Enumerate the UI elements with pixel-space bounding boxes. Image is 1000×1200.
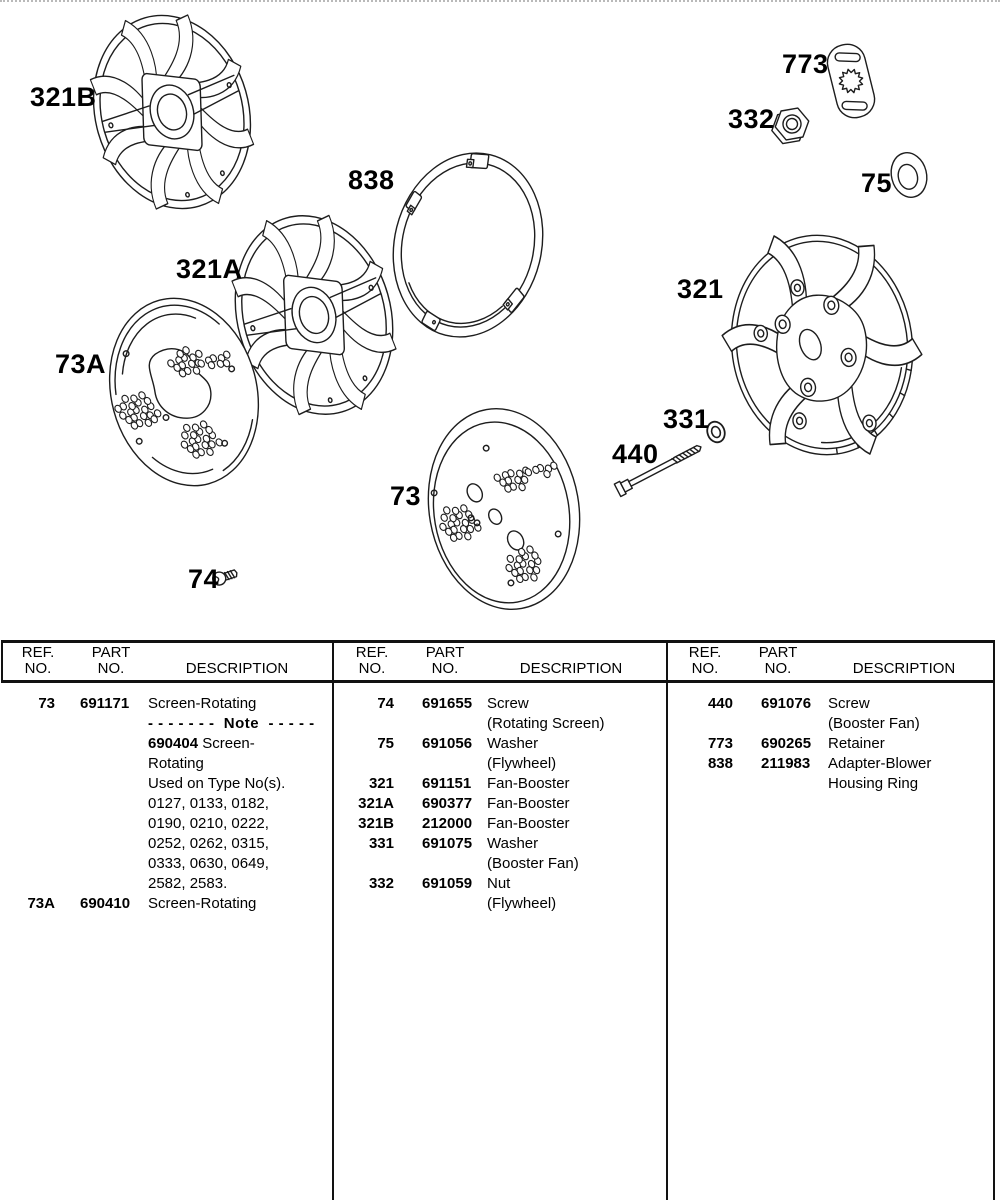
table-row <box>0 774 330 794</box>
table-row <box>0 814 330 834</box>
description-cell: Screw <box>828 695 870 712</box>
part-no-header: PART NO. <box>91 644 131 677</box>
description-cell: Fan-Booster <box>487 775 570 792</box>
description-cell: Screw <box>487 695 529 712</box>
nut-332-drawing <box>769 107 812 146</box>
part-label-440: 440 <box>612 439 659 469</box>
part-no-header: PART NO. <box>758 644 798 677</box>
part-label-838: 838 <box>348 165 395 195</box>
description-cell: (Flywheel) <box>487 895 557 912</box>
part-no-cell: 690410 <box>80 895 131 912</box>
ref-no-cell: 773 <box>707 735 733 752</box>
ref-no-cell: 332 <box>368 875 394 892</box>
description-cell: Adapter-Blower <box>828 755 932 772</box>
table-row <box>667 754 997 774</box>
table-row <box>667 714 997 734</box>
ref-no-cell: 440 <box>707 695 733 712</box>
ref-no-cell: 321 <box>368 775 394 792</box>
table-row <box>0 754 330 774</box>
description-cell: Nut <box>487 875 511 892</box>
page-divider <box>0 0 1000 2</box>
part-label-73a: 73A <box>55 349 107 379</box>
table-row <box>335 834 665 854</box>
description-cell: Washer <box>487 835 539 852</box>
part-no-cell: 691171 <box>80 695 130 712</box>
table-row <box>335 734 665 754</box>
table-header-col3 <box>667 645 1000 681</box>
table-row <box>335 894 665 914</box>
table-row <box>0 794 330 814</box>
part-label-75: 75 <box>861 168 893 198</box>
part-no-cell: 211983 <box>761 755 811 772</box>
description-cell: 0127, 0133, 0182, <box>148 795 269 812</box>
description-cell: (Flywheel) <box>487 755 557 772</box>
table-row <box>0 854 330 874</box>
description-header: DESCRIPTION <box>852 660 956 677</box>
description-cell: (Rotating Screen) <box>487 715 605 732</box>
description-cell: 0333, 0630, 0649, <box>148 855 269 872</box>
table-row <box>335 874 665 894</box>
part-no-cell: 690377 <box>422 795 473 812</box>
table-row <box>335 814 665 834</box>
part-label-74: 74 <box>188 564 220 594</box>
description-cell: Fan-Booster <box>487 795 570 812</box>
table-column-2 <box>335 694 665 914</box>
table-column-3 <box>667 694 997 794</box>
description-cell: Screen-Rotating <box>148 895 257 912</box>
part-no-cell: 691059 <box>422 875 473 892</box>
description-cell: Used on Type No(s). <box>148 775 286 792</box>
ref-no-header: REF. NO. <box>688 644 722 677</box>
ref-no-cell: 74 <box>377 695 394 712</box>
table-row <box>0 894 330 914</box>
ref-no-cell: 73A <box>27 895 55 912</box>
part-label-321: 321 <box>677 274 724 304</box>
part-no-cell: 691655 <box>422 695 473 712</box>
table-row <box>335 774 665 794</box>
description-cell: Rotating <box>148 755 204 772</box>
description-cell: Washer <box>487 735 539 752</box>
part-label-73: 73 <box>390 481 422 511</box>
fan-321b-drawing <box>68 0 276 231</box>
description-cell: (Booster Fan) <box>487 855 579 872</box>
description-cell: Screen-Rotating <box>148 695 257 712</box>
ref-no-cell: 321B <box>358 815 394 832</box>
ref-no-cell: 73 <box>38 695 55 712</box>
screen-73-drawing <box>413 397 595 622</box>
part-no-cell: 691076 <box>761 695 812 712</box>
part-label-321a: 321A <box>176 254 243 284</box>
description-cell: 0190, 0210, 0222, <box>148 815 269 832</box>
table-header-col2 <box>334 645 667 681</box>
table-row <box>335 794 665 814</box>
ref-no-cell: 321A <box>358 795 394 812</box>
part-no-cell: 212000 <box>422 815 473 832</box>
fan-321-drawing <box>709 217 935 472</box>
table-row <box>335 854 665 874</box>
description-cell: 690404 Screen- <box>148 735 255 752</box>
table-header-col1 <box>0 645 333 681</box>
description-cell: 0252, 0262, 0315, <box>148 835 269 852</box>
part-label-332: 332 <box>728 104 775 134</box>
adapter-ring-838-drawing <box>374 137 562 353</box>
part-no-cell: 690265 <box>761 735 812 752</box>
part-no-cell: 691056 <box>422 735 473 752</box>
table-row <box>335 714 665 734</box>
description-header: DESCRIPTION <box>519 660 623 677</box>
description-header: DESCRIPTION <box>185 660 289 677</box>
table-row <box>0 874 330 894</box>
part-no-cell: 691151 <box>422 775 472 792</box>
description-cell: Housing Ring <box>828 775 919 792</box>
retainer-773-drawing <box>824 41 879 122</box>
ref-no-header: REF. NO. <box>355 644 389 677</box>
table-row <box>667 694 997 714</box>
description-cell: - - - - - - - Note - - - - - <box>148 715 315 732</box>
description-cell: Retainer <box>828 735 885 752</box>
table-row <box>667 774 997 794</box>
table-row <box>0 734 330 754</box>
ref-no-cell: 331 <box>368 835 394 852</box>
part-label-321b: 321B <box>30 82 97 112</box>
part-label-331: 331 <box>663 404 710 434</box>
table-row <box>0 694 330 714</box>
washer-75-drawing <box>887 149 932 201</box>
column-divider <box>332 640 334 1200</box>
part-no-header: PART NO. <box>425 644 465 677</box>
ref-no-header: REF. NO. <box>21 644 55 677</box>
table-column-1 <box>0 694 330 914</box>
table-row <box>0 834 330 854</box>
part-no-cell: 691075 <box>422 835 473 852</box>
table-row <box>335 754 665 774</box>
table-row <box>0 714 330 734</box>
table-row <box>335 694 665 714</box>
table-row <box>667 734 997 754</box>
ref-no-cell: 75 <box>377 735 394 752</box>
part-label-773: 773 <box>782 49 829 79</box>
description-cell: 2582, 2583. <box>148 875 228 892</box>
description-cell: Fan-Booster <box>487 815 570 832</box>
description-cell: (Booster Fan) <box>828 715 920 732</box>
ref-no-cell: 838 <box>707 755 733 772</box>
